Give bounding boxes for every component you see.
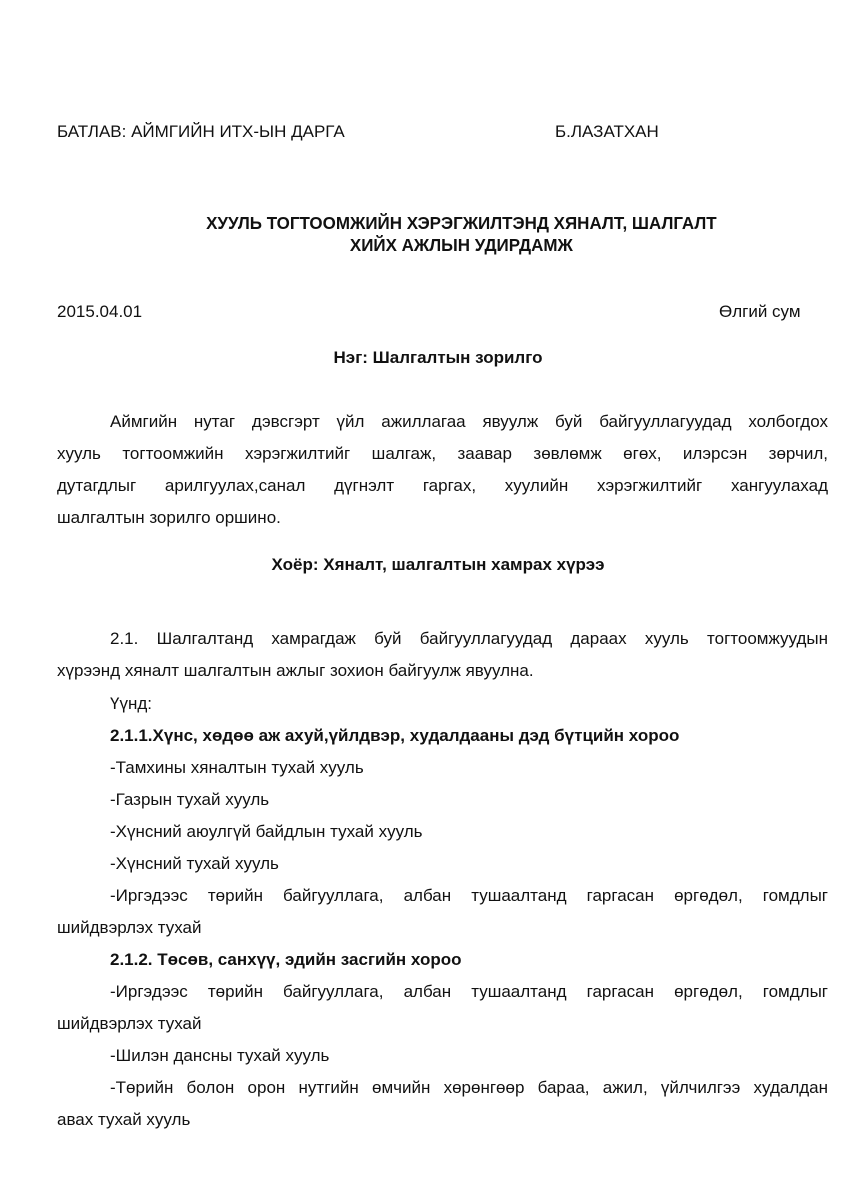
title-line-1: ХУУЛЬ ТОГТООМЖИЙН ХЭРЭГЖИЛТЭНД ХЯНАЛТ, ШАЛГАЛТ xyxy=(206,213,717,233)
approved-by-label: БАТЛАВ: АЙМГИЙН ИТХ-ЫН ДАРГА xyxy=(57,122,345,141)
law-item: -Хүнсний аюулгүй байдлын тухай хууль xyxy=(110,822,423,841)
title-line-2: ХИЙХ АЖЛЫН УДИРДАМЖ xyxy=(349,235,573,255)
section-1-line-3: дутагдлыг арилгуулах,санал дүгнэлт гаргах, хуулийн хэрэгжилтийг хангуулахад xyxy=(57,476,828,495)
document-date: 2015.04.01 xyxy=(57,302,143,321)
law-item: -Шилэн дансны тухай хууль xyxy=(110,1046,330,1065)
law-item-wrapped-line-1: -Иргэдээс төрийн байгууллага, албан тушаалтанд гаргасан өргөдөл, гомдлыг xyxy=(110,982,828,1001)
document-title xyxy=(13,212,838,256)
section-2-intro-line-2: хүрээнд хяналт шалгалтын ажлыг зохион байгуулж явуулна. xyxy=(57,661,534,680)
section-2-heading: Хоёр: Хяналт, шалгалтын хамрах хүрээ xyxy=(271,555,605,574)
subsection-2-1-2-heading: 2.1.2. Төсөв, санхүү, эдийн засгийн хороо xyxy=(110,950,462,969)
approver-name: Б.ЛАЗАТХАН xyxy=(555,122,659,141)
section-2-intro-line-1: 2.1. Шалгалтанд хамрагдаж буй байгууллагуудад дараах хууль тогтоомжуудын xyxy=(110,629,828,648)
section-1-line-1: Аймгийн нутаг дэвсгэрт үйл ажиллагаа явуулж буй байгууллагуудад холбогдох xyxy=(110,412,828,431)
law-item: -Тамхины хяналтын тухай хууль xyxy=(110,758,364,777)
namely-label: Үүнд: xyxy=(110,694,152,713)
subsection-2-1-1-heading: 2.1.1.Хүнс, хөдөө аж ахуй,үйлдвэр, худалдааны дэд бүтцийн хороо xyxy=(110,726,680,745)
section-1-line-4: шалгалтын зорилго оршино. xyxy=(57,508,281,527)
law-item-wrapped-line-2: шийдвэрлэх тухай xyxy=(57,918,202,937)
law-item: -Хүнсний тухай хууль xyxy=(110,854,279,873)
law-item-wrapped-line-2: шийдвэрлэх тухай xyxy=(57,1014,202,1033)
document-place: Өлгий сум xyxy=(719,302,801,321)
law-item-wrapped-line-1: -Төрийн болон орон нутгийн өмчийн хөрөнгөөр бараа, ажил, үйлчилгээ худалдан xyxy=(110,1078,828,1097)
section-1-line-2: хууль тогтоомжийн хэрэгжилтийг шалгаж, заавар зөвлөмж өгөх, илэрсэн зөрчил, xyxy=(57,444,828,463)
law-item: -Газрын тухай хууль xyxy=(110,790,270,809)
law-item-wrapped-line-1: -Иргэдээс төрийн байгууллага, албан тушаалтанд гаргасан өргөдөл, гомдлыг xyxy=(110,886,828,905)
section-1-heading: Нэг: Шалгалтын зорилго xyxy=(333,348,543,367)
law-item-wrapped-line-2: авах тухай хууль xyxy=(57,1110,191,1129)
